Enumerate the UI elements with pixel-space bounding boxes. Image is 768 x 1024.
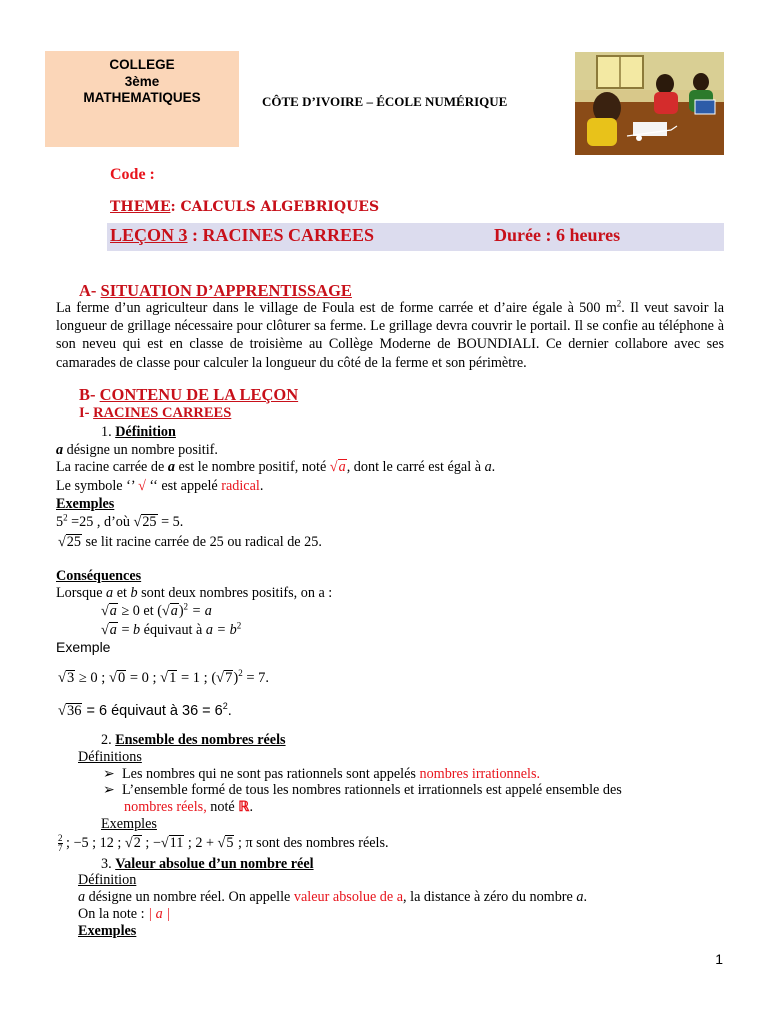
- reals-heading: 2. Ensemble des nombres réels: [101, 732, 286, 748]
- situation-text-start: La ferme d’un agriculteur dans le village de Foula est de forme carrée et d’aire égale à 500 m: [56, 300, 617, 316]
- absval-heading: 3. Valeur absolue d’un nombre réel: [101, 856, 314, 872]
- subsection-prefix: I-: [79, 405, 94, 421]
- consequences-intro: Lorsque a et b sont deux nombres positifs, on a :: [56, 585, 333, 601]
- example-2-title: Exemple: [56, 639, 111, 655]
- absval-def-label: Définition: [78, 872, 137, 888]
- definition-line-1: a désigne un nombre positif.: [56, 442, 218, 458]
- section-b-heading: [79, 385, 298, 405]
- reals-examples-line: $\frac{2}{7}$ ; −5 ; 12 ; √2 ; −√11 ; 2 + √5 ; π sont des nombres réels.: [58, 833, 389, 854]
- box-line-subject: MATHEMATIQUES: [83, 90, 201, 105]
- example-1-line-1: $5^2 =25$ , d’où √25 = 5.: [56, 512, 184, 530]
- box-line-grade: 3ème: [124, 73, 160, 89]
- reals-bullet-1: ➢ Les nombres qui ne sont pas rationnels sont appelés nombres irrationnels.: [103, 766, 541, 782]
- reals-examples-label: Exemples: [101, 816, 157, 832]
- example-2-line-2: √36 = 6 équivaut à $36 = 6^2$.: [58, 701, 232, 719]
- definition-line-2: La racine carrée de a est le nombre positif, noté √a, dont le carré est égal à a.: [56, 459, 496, 475]
- theme-label: THEME: [110, 199, 171, 215]
- fraction-2-7: $\frac{2}{7}$: [58, 833, 63, 854]
- examples-1-title: Exemples: [56, 496, 115, 512]
- page-number: 1: [715, 951, 723, 967]
- consequences-title: Conséquences: [56, 568, 142, 584]
- lesson-duration: Durée : 6 heures: [494, 225, 621, 245]
- definition-heading: 1. Définition: [101, 424, 176, 440]
- situation-text-rest: . Il veut savoir la longueur de grillage nécessaire pour clôturer sa ferme. Le grillage devra couvrir le portail. Il se confie au téléphone à son neveu qui est en classe de troisième au Collège Moderne de BOUNDIALI. Ce dernier collabore avec ses camarades de classe pour calculer la longueur du côté de la ferme et son périmètre.: [56, 300, 724, 371]
- reals-title: Ensemble des nombres réels: [115, 732, 286, 748]
- absval-line-2: On la note : | a |: [78, 906, 171, 922]
- radical-symbol: √: [138, 478, 146, 494]
- absval-line-1: a désigne un nombre réel. On appelle valeur absolue de a, la distance à zéro du nombre a.: [78, 889, 588, 905]
- section-b-title: CONTENU DE LA LEÇON: [99, 385, 299, 404]
- bullet-arrow-icon: ➢: [103, 766, 115, 782]
- section-b-prefix: B-: [79, 385, 100, 404]
- sqrt-a-red: √a: [329, 459, 346, 475]
- section-a-prefix: A-: [79, 281, 101, 300]
- section-a-title: SITUATION D’APPRENTISSAGE: [100, 281, 352, 300]
- subsection-heading: [79, 405, 231, 422]
- definition-line-3: Le symbole ‘’ √ ‘‘ est appelé radical.: [56, 478, 264, 494]
- reals-bullet-2-cont: nombres réels, noté ℝ.: [124, 799, 254, 815]
- code-label: Code :: [110, 166, 155, 183]
- theme-value: : CALCULS ALGEBRIQUES: [170, 199, 380, 215]
- absval-title: Valeur absolue d’un nombre réel: [115, 856, 314, 872]
- reals-def-label: Définitions: [78, 749, 142, 765]
- section-a-heading: [79, 281, 352, 301]
- example-1-line-2: √25 se lit racine carrée de 25 ou radical de 25.: [58, 534, 322, 550]
- absval-examples-label: Exemples: [78, 923, 137, 939]
- bullet-arrow-icon: ➢: [103, 782, 115, 798]
- reals-bullet-2: ➢ L’ensemble formé de tous les nombres rationnels et irrationnels est appelé ensemble des: [103, 782, 622, 798]
- subsection-title: RACINES CARREES: [93, 405, 232, 421]
- level-box: [45, 51, 239, 147]
- example-2-line-1: √3 ≥ 0 ; √0 = 0 ; √1 = 1 ; $(√7)^2 = 7$.: [58, 668, 270, 686]
- lesson-title: : RACINES CARREES: [187, 225, 375, 245]
- box-line-college: COLLEGE: [109, 57, 175, 72]
- situation-paragraph: [56, 299, 724, 372]
- lesson-heading: [110, 225, 374, 246]
- theme-line: [110, 199, 379, 215]
- consequence-2: √a = b équivaut à $a = b^2$: [101, 620, 242, 638]
- situation-sup: 2: [616, 298, 622, 309]
- lesson-label: LEÇON 3: [110, 225, 188, 245]
- consequence-1: √a ≥ 0 et $(√a)^2 = a$: [101, 601, 212, 619]
- students-illustration: [575, 52, 724, 155]
- header-title: CÔTE D’IVOIRE – ÉCOLE NUMÉRIQUE: [262, 94, 508, 109]
- definition-title: Définition: [115, 424, 176, 440]
